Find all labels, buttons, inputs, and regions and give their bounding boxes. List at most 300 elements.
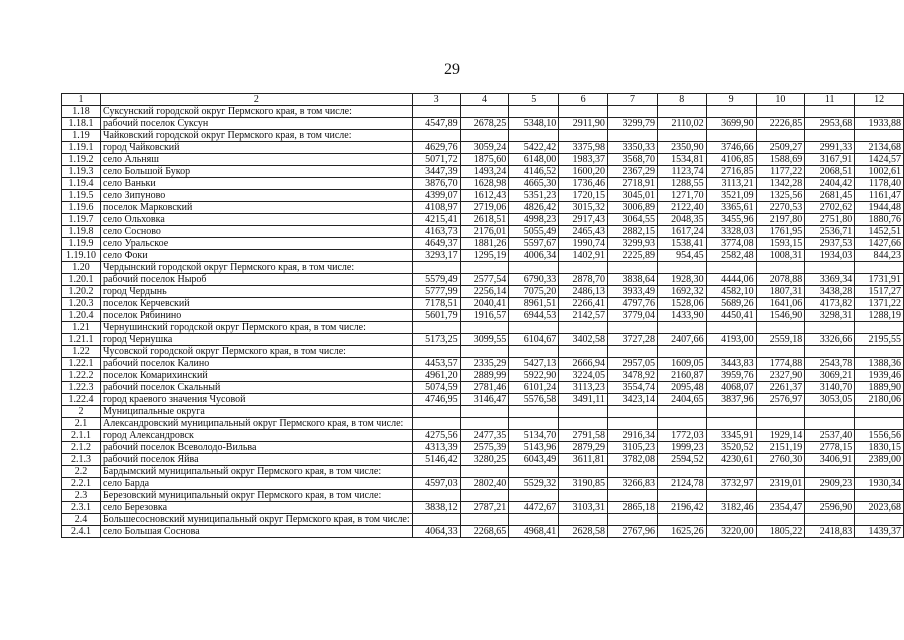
- empty-cell: [559, 406, 608, 418]
- value-cell: 3167,91: [805, 154, 855, 166]
- value-cell: 1692,32: [657, 286, 706, 298]
- value-cell: 1612,43: [460, 190, 509, 202]
- settlement-name: село Сосново: [101, 226, 413, 238]
- value-cell: 2040,41: [460, 298, 509, 310]
- value-cell: 5922,90: [509, 370, 559, 382]
- value-cell: 3838,64: [607, 274, 657, 286]
- value-cell: 2802,40: [460, 478, 509, 490]
- empty-cell: [855, 130, 904, 142]
- empty-cell: [805, 466, 855, 478]
- settlement-name: город Чернушка: [101, 334, 413, 346]
- value-cell: 3837,96: [706, 394, 756, 406]
- row-code: 1.19.9: [62, 238, 101, 250]
- value-cell: 3105,23: [607, 442, 657, 454]
- value-cell: 5529,32: [509, 478, 559, 490]
- row-code: 2.1.2: [62, 442, 101, 454]
- value-cell: 2226,85: [756, 118, 805, 130]
- empty-cell: [460, 106, 509, 118]
- column-header: 10: [756, 94, 805, 106]
- value-cell: 3190,85: [559, 478, 608, 490]
- value-cell: 4108,97: [412, 202, 460, 214]
- empty-cell: [559, 490, 608, 502]
- empty-cell: [460, 514, 509, 526]
- value-cell: 2477,35: [460, 430, 509, 442]
- value-cell: 3423,14: [607, 394, 657, 406]
- empty-cell: [559, 418, 608, 430]
- value-cell: 1807,31: [756, 286, 805, 298]
- value-cell: 3345,91: [706, 430, 756, 442]
- value-cell: 2751,80: [805, 214, 855, 226]
- value-cell: 1123,74: [657, 166, 706, 178]
- value-cell: 1325,56: [756, 190, 805, 202]
- table-row: [62, 526, 904, 538]
- settlement-name: город краевого значения Чусовой: [101, 394, 413, 406]
- value-cell: 3099,55: [460, 334, 509, 346]
- row-code: 1.19.1: [62, 142, 101, 154]
- value-cell: 4106,85: [706, 154, 756, 166]
- settlement-name: село Ваньки: [101, 178, 413, 190]
- empty-cell: [805, 346, 855, 358]
- empty-cell: [657, 130, 706, 142]
- value-cell: 5074,59: [412, 382, 460, 394]
- settlement-name: поселок Комарихинский: [101, 370, 413, 382]
- value-cell: 2354,47: [756, 502, 805, 514]
- value-cell: 6148,00: [509, 154, 559, 166]
- column-header-row: [62, 94, 904, 106]
- value-cell: 6790,33: [509, 274, 559, 286]
- empty-cell: [855, 322, 904, 334]
- value-cell: 1493,24: [460, 166, 509, 178]
- value-cell: 2197,80: [756, 214, 805, 226]
- value-cell: 2389,00: [855, 454, 904, 466]
- table-row: [62, 154, 904, 166]
- empty-cell: [756, 106, 805, 118]
- section-title: Чернушинский городской округ Пермского края, в том числе:: [101, 322, 413, 334]
- value-cell: 4968,41: [509, 526, 559, 538]
- empty-cell: [805, 322, 855, 334]
- value-cell: 3069,21: [805, 370, 855, 382]
- value-cell: 2270,53: [756, 202, 805, 214]
- value-cell: 5576,58: [509, 394, 559, 406]
- row-code: 1.20.2: [62, 286, 101, 298]
- value-cell: 2142,57: [559, 310, 608, 322]
- value-cell: 1427,66: [855, 238, 904, 250]
- value-cell: 2778,15: [805, 442, 855, 454]
- empty-cell: [805, 490, 855, 502]
- empty-cell: [607, 406, 657, 418]
- row-code: 2.2.1: [62, 478, 101, 490]
- empty-cell: [607, 262, 657, 274]
- value-cell: 2266,41: [559, 298, 608, 310]
- value-cell: 2404,42: [805, 178, 855, 190]
- value-cell: 1528,06: [657, 298, 706, 310]
- empty-cell: [657, 490, 706, 502]
- value-cell: 2486,13: [559, 286, 608, 298]
- column-header: 5: [509, 94, 559, 106]
- empty-cell: [509, 346, 559, 358]
- section-row: [62, 418, 904, 430]
- value-cell: 4444,06: [706, 274, 756, 286]
- value-cell: 2716,85: [706, 166, 756, 178]
- empty-cell: [412, 322, 460, 334]
- value-cell: 1805,22: [756, 526, 805, 538]
- value-cell: 4826,42: [509, 202, 559, 214]
- value-cell: 3746,66: [706, 142, 756, 154]
- empty-cell: [412, 106, 460, 118]
- empty-cell: [805, 514, 855, 526]
- value-cell: 1933,88: [855, 118, 904, 130]
- column-header: 9: [706, 94, 756, 106]
- empty-cell: [657, 346, 706, 358]
- value-cell: 2719,06: [460, 202, 509, 214]
- value-cell: 1556,56: [855, 430, 904, 442]
- value-cell: 2991,33: [805, 142, 855, 154]
- value-cell: 3779,04: [607, 310, 657, 322]
- table-row: [62, 166, 904, 178]
- settlement-name: село Большой Букор: [101, 166, 413, 178]
- value-cell: 844,23: [855, 250, 904, 262]
- empty-cell: [657, 406, 706, 418]
- value-cell: 2702,62: [805, 202, 855, 214]
- value-cell: 2256,14: [460, 286, 509, 298]
- empty-cell: [756, 130, 805, 142]
- value-cell: 2537,40: [805, 430, 855, 442]
- value-cell: 1625,26: [657, 526, 706, 538]
- table-row: [62, 430, 904, 442]
- empty-cell: [460, 262, 509, 274]
- row-code: 1.19.6: [62, 202, 101, 214]
- empty-cell: [509, 406, 559, 418]
- value-cell: 2594,52: [657, 454, 706, 466]
- empty-cell: [607, 130, 657, 142]
- settlement-name: рабочий поселок Суксун: [101, 118, 413, 130]
- table-row: [62, 382, 904, 394]
- value-cell: 2953,68: [805, 118, 855, 130]
- value-cell: 3280,25: [460, 454, 509, 466]
- row-code: 1.19.7: [62, 214, 101, 226]
- row-code: 1.20.3: [62, 298, 101, 310]
- table-body: [62, 94, 904, 538]
- table-row: [62, 142, 904, 154]
- value-cell: 4629,76: [412, 142, 460, 154]
- value-cell: 3933,49: [607, 286, 657, 298]
- value-cell: 1538,41: [657, 238, 706, 250]
- value-cell: 2577,54: [460, 274, 509, 286]
- section-title: Муниципальные округа: [101, 406, 413, 418]
- value-cell: 1177,22: [756, 166, 805, 178]
- value-cell: 4215,41: [412, 214, 460, 226]
- table-row: [62, 370, 904, 382]
- settlement-name: поселок Керчевский: [101, 298, 413, 310]
- column-header: 1: [62, 94, 101, 106]
- value-cell: 2195,55: [855, 334, 904, 346]
- value-cell: 4163,73: [412, 226, 460, 238]
- value-cell: 1731,91: [855, 274, 904, 286]
- value-cell: 6944,53: [509, 310, 559, 322]
- value-cell: 3113,21: [706, 178, 756, 190]
- empty-cell: [855, 106, 904, 118]
- table-row: [62, 454, 904, 466]
- empty-cell: [509, 466, 559, 478]
- row-code: 1.22.1: [62, 358, 101, 370]
- settlement-name: город Чайковский: [101, 142, 413, 154]
- empty-cell: [460, 406, 509, 418]
- row-code: 2.3: [62, 490, 101, 502]
- settlement-name: рабочий поселок Яйва: [101, 454, 413, 466]
- table-row: [62, 202, 904, 214]
- value-cell: 3568,70: [607, 154, 657, 166]
- value-cell: 3224,05: [559, 370, 608, 382]
- settlement-name: село Березовка: [101, 502, 413, 514]
- value-cell: 2268,65: [460, 526, 509, 538]
- value-cell: 3326,66: [805, 334, 855, 346]
- row-code: 1.19.4: [62, 178, 101, 190]
- section-row: [62, 106, 904, 118]
- empty-cell: [509, 490, 559, 502]
- value-cell: 1008,31: [756, 250, 805, 262]
- table-row: [62, 298, 904, 310]
- row-code: 2.1: [62, 418, 101, 430]
- row-code: 2: [62, 406, 101, 418]
- empty-cell: [706, 490, 756, 502]
- empty-cell: [706, 130, 756, 142]
- value-cell: 3402,58: [559, 334, 608, 346]
- value-cell: 2404,65: [657, 394, 706, 406]
- value-cell: 2787,21: [460, 502, 509, 514]
- empty-cell: [559, 106, 608, 118]
- value-cell: 2882,15: [607, 226, 657, 238]
- value-cell: 3438,28: [805, 286, 855, 298]
- value-cell: 2767,96: [607, 526, 657, 538]
- empty-cell: [706, 466, 756, 478]
- empty-cell: [805, 406, 855, 418]
- value-cell: 3406,91: [805, 454, 855, 466]
- empty-cell: [756, 418, 805, 430]
- value-cell: 2134,68: [855, 142, 904, 154]
- value-cell: 1761,95: [756, 226, 805, 238]
- column-header: 6: [559, 94, 608, 106]
- value-cell: 1881,26: [460, 238, 509, 250]
- value-cell: 3447,39: [412, 166, 460, 178]
- value-cell: 2261,37: [756, 382, 805, 394]
- column-header: 8: [657, 94, 706, 106]
- value-cell: 1929,14: [756, 430, 805, 442]
- empty-cell: [855, 514, 904, 526]
- value-cell: 3293,17: [412, 250, 460, 262]
- value-cell: 1934,03: [805, 250, 855, 262]
- value-cell: 4450,41: [706, 310, 756, 322]
- empty-cell: [412, 466, 460, 478]
- empty-cell: [706, 346, 756, 358]
- section-row: [62, 406, 904, 418]
- empty-cell: [805, 262, 855, 274]
- value-cell: 1774,88: [756, 358, 805, 370]
- settlement-name: рабочий поселок Ныроб: [101, 274, 413, 286]
- empty-cell: [460, 346, 509, 358]
- value-cell: 3732,97: [706, 478, 756, 490]
- empty-cell: [607, 322, 657, 334]
- value-cell: 3443,83: [706, 358, 756, 370]
- value-cell: 4068,07: [706, 382, 756, 394]
- value-cell: 1402,91: [559, 250, 608, 262]
- value-cell: 2536,71: [805, 226, 855, 238]
- table-row: [62, 442, 904, 454]
- section-row: [62, 130, 904, 142]
- table-row: [62, 310, 904, 322]
- value-cell: 3365,61: [706, 202, 756, 214]
- value-cell: 2559,18: [756, 334, 805, 346]
- settlement-name: село Альняш: [101, 154, 413, 166]
- value-cell: 5579,49: [412, 274, 460, 286]
- value-cell: 2718,91: [607, 178, 657, 190]
- section-title: Березовский муниципальный округ Пермского края, в том числе:: [101, 490, 413, 502]
- value-cell: 2160,87: [657, 370, 706, 382]
- value-cell: 2095,48: [657, 382, 706, 394]
- value-cell: 4230,61: [706, 454, 756, 466]
- table-row: [62, 478, 904, 490]
- value-cell: 3375,98: [559, 142, 608, 154]
- table-row: [62, 178, 904, 190]
- empty-cell: [657, 514, 706, 526]
- value-cell: 2957,05: [607, 358, 657, 370]
- table-row: [62, 226, 904, 238]
- section-title: Бардымский муниципальный округ Пермского края, в том числе:: [101, 466, 413, 478]
- value-cell: 7075,20: [509, 286, 559, 298]
- value-cell: 4649,37: [412, 238, 460, 250]
- value-cell: 4193,00: [706, 334, 756, 346]
- value-cell: 5134,70: [509, 430, 559, 442]
- value-cell: 2582,48: [706, 250, 756, 262]
- value-cell: 3521,09: [706, 190, 756, 202]
- value-cell: 2509,27: [756, 142, 805, 154]
- empty-cell: [657, 262, 706, 274]
- row-code: 2.4: [62, 514, 101, 526]
- value-cell: 4797,76: [607, 298, 657, 310]
- column-header: 7: [607, 94, 657, 106]
- empty-cell: [460, 466, 509, 478]
- value-cell: 4961,20: [412, 370, 460, 382]
- empty-cell: [657, 418, 706, 430]
- value-cell: 1439,37: [855, 526, 904, 538]
- value-cell: 1288,55: [657, 178, 706, 190]
- empty-cell: [756, 466, 805, 478]
- empty-cell: [805, 418, 855, 430]
- value-cell: 3699,90: [706, 118, 756, 130]
- value-cell: 2124,78: [657, 478, 706, 490]
- empty-cell: [412, 514, 460, 526]
- value-cell: 2909,23: [805, 478, 855, 490]
- value-cell: 2878,70: [559, 274, 608, 286]
- section-title: Чусовской городской округ Пермского края, в том числе:: [101, 346, 413, 358]
- value-cell: 7178,51: [412, 298, 460, 310]
- table-row: [62, 214, 904, 226]
- empty-cell: [412, 346, 460, 358]
- value-cell: 1295,19: [460, 250, 509, 262]
- value-cell: 3727,28: [607, 334, 657, 346]
- empty-cell: [855, 262, 904, 274]
- row-code: 1.18.1: [62, 118, 101, 130]
- value-cell: 1875,60: [460, 154, 509, 166]
- empty-cell: [756, 262, 805, 274]
- empty-cell: [756, 322, 805, 334]
- section-row: [62, 346, 904, 358]
- empty-cell: [657, 322, 706, 334]
- value-cell: 3113,23: [559, 382, 608, 394]
- value-cell: 1830,15: [855, 442, 904, 454]
- value-cell: 4998,23: [509, 214, 559, 226]
- section-title: Суксунский городской округ Пермского края, в том числе:: [101, 106, 413, 118]
- section-row: [62, 262, 904, 274]
- value-cell: 2937,53: [805, 238, 855, 250]
- column-header: 12: [855, 94, 904, 106]
- value-cell: 2418,83: [805, 526, 855, 538]
- value-cell: 2781,46: [460, 382, 509, 394]
- value-cell: 4313,39: [412, 442, 460, 454]
- value-cell: 1944,48: [855, 202, 904, 214]
- value-cell: 1999,23: [657, 442, 706, 454]
- row-code: 1.19.10: [62, 250, 101, 262]
- empty-cell: [559, 262, 608, 274]
- value-cell: 3369,34: [805, 274, 855, 286]
- value-cell: 4064,33: [412, 526, 460, 538]
- empty-cell: [509, 106, 559, 118]
- section-title: Чердынский городской округ Пермского края, в том числе:: [101, 262, 413, 274]
- empty-cell: [460, 130, 509, 142]
- value-cell: 2576,97: [756, 394, 805, 406]
- value-cell: 1736,46: [559, 178, 608, 190]
- row-code: 1.22.4: [62, 394, 101, 406]
- value-cell: 1371,22: [855, 298, 904, 310]
- value-cell: 1889,90: [855, 382, 904, 394]
- table-row: [62, 502, 904, 514]
- settlement-name: село Большая Соснова: [101, 526, 413, 538]
- table-row: [62, 286, 904, 298]
- empty-cell: [509, 262, 559, 274]
- value-cell: 4275,56: [412, 430, 460, 442]
- value-cell: 5055,49: [509, 226, 559, 238]
- value-cell: 2225,89: [607, 250, 657, 262]
- value-cell: 2596,90: [805, 502, 855, 514]
- value-cell: 3053,05: [805, 394, 855, 406]
- value-cell: 3045,01: [607, 190, 657, 202]
- value-cell: 2122,40: [657, 202, 706, 214]
- row-code: 2.2: [62, 466, 101, 478]
- row-code: 1.20.1: [62, 274, 101, 286]
- empty-cell: [607, 490, 657, 502]
- value-cell: 4399,07: [412, 190, 460, 202]
- value-cell: 2618,51: [460, 214, 509, 226]
- empty-cell: [805, 106, 855, 118]
- value-cell: 2865,18: [607, 502, 657, 514]
- value-cell: 6043,49: [509, 454, 559, 466]
- value-cell: 1628,98: [460, 178, 509, 190]
- empty-cell: [706, 514, 756, 526]
- empty-cell: [559, 346, 608, 358]
- value-cell: 1342,28: [756, 178, 805, 190]
- section-title: Александровский муниципальный округ Пермского края, в том числе:: [101, 418, 413, 430]
- value-cell: 1916,57: [460, 310, 509, 322]
- section-row: [62, 322, 904, 334]
- value-cell: 5143,96: [509, 442, 559, 454]
- value-cell: 2023,68: [855, 502, 904, 514]
- value-cell: 2543,78: [805, 358, 855, 370]
- value-cell: 1617,24: [657, 226, 706, 238]
- empty-cell: [412, 490, 460, 502]
- row-code: 1.22.3: [62, 382, 101, 394]
- empty-cell: [412, 130, 460, 142]
- empty-cell: [559, 514, 608, 526]
- settlement-name: поселок Рябинино: [101, 310, 413, 322]
